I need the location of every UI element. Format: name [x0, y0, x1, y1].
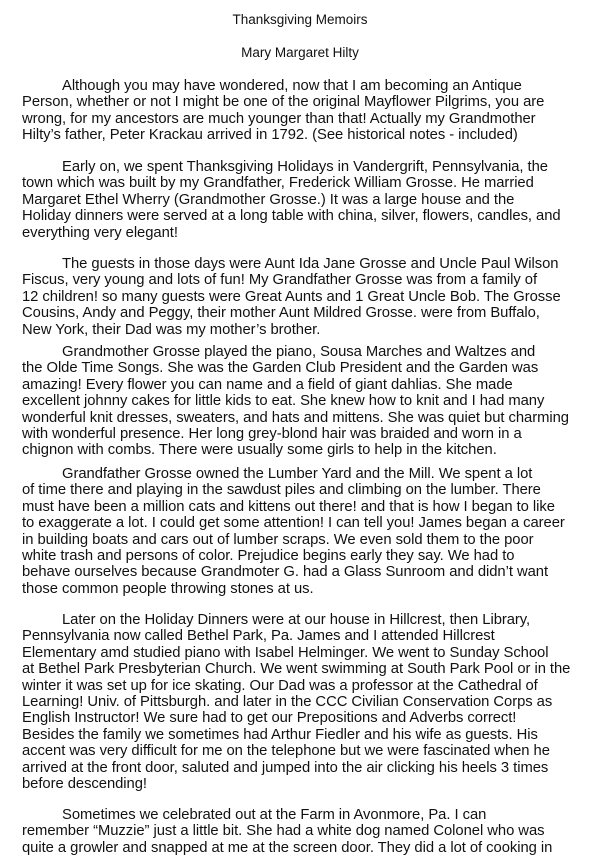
- text-line: with wonderful presence. Her long grey-blond hair was braided and worn in a: [22, 426, 522, 443]
- text-line: English Instructor! We sure had to get our Prepositions and Adverbs correct!: [22, 710, 517, 727]
- text-line: Cousins, Andy and Peggy, their mother Aunt Mildred Grosse. were from Buffalo,: [22, 305, 540, 322]
- text-line: in building boats and cars out of lumber scraps. We even sold them to the poor: [22, 531, 534, 548]
- text-line: Early on, we spent Thanksgiving Holidays in Vandergrift, Pennsylvania, the: [62, 159, 548, 175]
- text-line: at Bethel Park Presbyterian Church. We went swimming at South Park Pool or in the: [22, 661, 571, 678]
- text-line: accent was very difficult for me on the telephone but we were fascinated when he: [22, 743, 550, 760]
- text-line: Grandmother Grosse played the piano, Sousa Marches and Waltzes and: [62, 344, 536, 360]
- paragraph-lumber-yard: [22, 466, 600, 597]
- text-line: Holiday dinners were served at a long table with china, silver, flowers, candles, and: [22, 208, 561, 225]
- paragraph-guests: [22, 256, 600, 338]
- text-line: Hilty’s father, Peter Krackau arrived in 1792. (See historical notes - included): [22, 127, 518, 144]
- document-title: Thanksgiving Memoirs: [232, 12, 368, 27]
- text-line: Later on the Holiday Dinners were at our house in Hillcrest, then Library,: [62, 612, 531, 628]
- text-line: Learning! Univ. of Pittsburgh. and later in the CCC Civilian Conservation Corps as: [22, 694, 553, 711]
- text-line: white trash and persons of color. Prejudice begins early they say. We had to: [22, 548, 515, 565]
- text-line: Besides the family we sometimes had Arthur Fiedler and his wife as guests. His: [22, 726, 538, 743]
- text-line: quite a growler and snapped at me at the screen door. They did a lot of cooking in: [22, 839, 553, 856]
- paragraph-hillcrest: [22, 612, 600, 792]
- text-line: arrived at the front door, saluted and jumped into the air clicking his heels 3 times: [22, 759, 549, 776]
- text-line: 12 children! so many guests were Great Aunts and 1 Great Uncle Bob. The Grosse: [22, 288, 561, 305]
- text-line: to exaggerate a lot. I could get some attention! I can tell you! James began a career: [22, 515, 565, 532]
- text-line: winter it was set up for ice skating. Our Dad was a professor at the Cathedral of: [22, 677, 538, 694]
- text-line: wrong, for my ancestors are much younger than that! Actually my Grandmother: [22, 110, 536, 127]
- text-line: Grandfather Grosse owned the Lumber Yard and the Mill. We spent a lot: [62, 466, 533, 482]
- text-line: wonderful knit dresses, sweaters, and hats and mittens. She was quiet but charming: [22, 409, 569, 426]
- text-line: remember “Muzzie” just a little bit. She had a white dog named Colonel who was: [22, 823, 545, 840]
- document-author: Mary Margaret Hilty: [241, 45, 359, 60]
- paragraph-grandmother: [22, 344, 600, 459]
- text-line: Margaret Ethel Wherry (Grandmother Grosse.) It was a large house and the: [22, 191, 515, 208]
- paragraph-ancestry: [22, 78, 600, 144]
- text-line: Pennsylvania now called Bethel Park, Pa. James and I attended Hillcrest: [22, 628, 495, 645]
- text-line: Elementary amd studied piano with Isabel Helminger. We went to Sunday School: [22, 644, 549, 661]
- text-line: everything very elegant!: [22, 224, 178, 241]
- text-line: Sometimes we celebrated out at the Farm in Avonmore, Pa. I can: [62, 807, 487, 823]
- text-line: amazing! Every flower you can name and a field of giant dahlias. She made: [22, 376, 513, 393]
- text-line: of time there and playing in the sawdust piles and climbing on the lumber. There: [22, 482, 541, 499]
- text-line: New York, their Dad was my mother’s brother.: [22, 321, 321, 338]
- text-line: must have been a million cats and kittens out there! and that is how I began to like: [22, 498, 555, 515]
- text-line: The guests in those days were Aunt Ida Jane Grosse and Uncle Paul Wilson: [62, 256, 559, 272]
- text-line: chignon with combs. There were usually some girls to help in the kitchen.: [22, 442, 497, 459]
- text-line: before descending!: [22, 776, 147, 793]
- text-line: town which was built by my Grandfather, Frederick William Grosse. He married: [22, 175, 534, 192]
- paragraph-vandergrift: [22, 159, 600, 241]
- text-line: excellent johnny cakes for little kids to eat. She knew how to knit and I had many: [22, 393, 545, 410]
- text-line: those common people throwing stones at us.: [22, 580, 314, 597]
- text-line: behave ourselves because Grandmoter G. had a Glass Sunroom and didn’t want: [22, 564, 549, 581]
- text-line: Person, whether or not I might be one of the original Mayflower Pilgrims, you are: [22, 94, 545, 111]
- text-line: Although you may have wondered, now that I am becoming an Antique: [62, 78, 522, 94]
- text-line: the Olde Time Songs. She was the Garden Club President and the Garden was: [22, 360, 539, 377]
- paragraph-farm: [22, 807, 600, 856]
- text-line: Fiscus, very young and lots of fun! My Grandfather Grosse was from a family of: [22, 272, 538, 289]
